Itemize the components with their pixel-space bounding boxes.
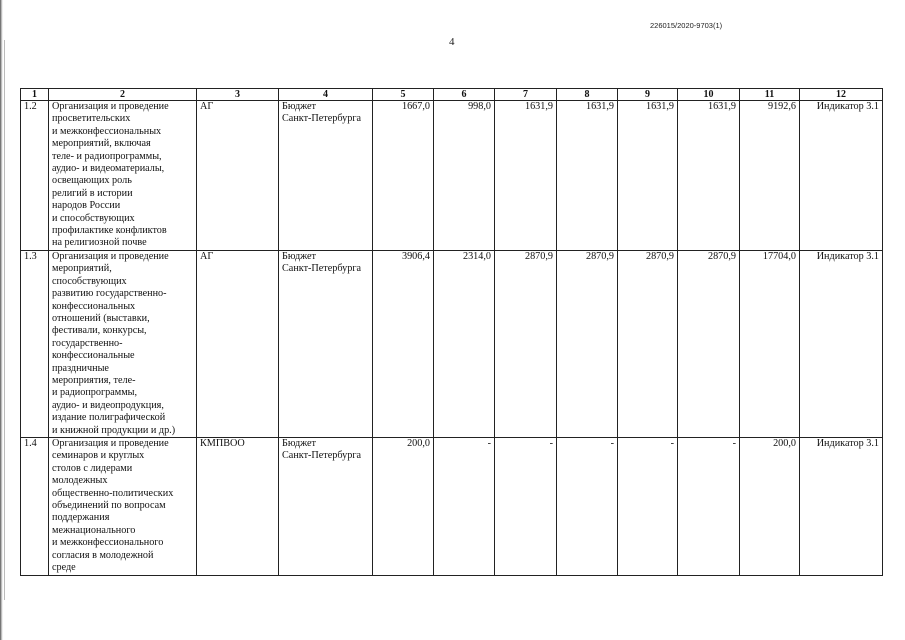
description-line: мероприятия, теле- bbox=[52, 374, 136, 386]
row-total: 17704,0 bbox=[740, 250, 800, 437]
row-indicator: Индикатор 3.1 bbox=[800, 437, 883, 575]
description-line: освещающих роль bbox=[52, 175, 132, 187]
row-funding-source bbox=[279, 250, 373, 437]
description-line: столов с лидерами bbox=[52, 462, 133, 474]
row-number: 1.2 bbox=[21, 101, 49, 251]
description-line: Организация и проведение bbox=[52, 101, 169, 112]
description-line: Организация и проведение bbox=[52, 250, 169, 262]
description-line: на религиозной почве bbox=[52, 237, 147, 249]
description-line: Организация и проведение bbox=[52, 437, 169, 449]
row-value: 200,0 bbox=[373, 437, 434, 575]
funding-source-line: Санкт-Петербурга bbox=[282, 450, 362, 462]
row-value: - bbox=[434, 437, 495, 575]
description-line: религий в истории bbox=[52, 187, 133, 199]
funding-source-line: Бюджет bbox=[282, 250, 317, 262]
description-line: фестивали, конкурсы, bbox=[52, 325, 147, 337]
column-header: 4 bbox=[279, 89, 373, 101]
description-line: объединений по вопросам bbox=[52, 500, 166, 511]
row-value: - bbox=[495, 437, 557, 575]
description-line: молодежных bbox=[52, 475, 108, 487]
row-value: 2870,9 bbox=[678, 250, 740, 437]
row-value: 2870,9 bbox=[495, 250, 557, 437]
description-line: и межконфессионального bbox=[52, 537, 164, 549]
row-value: 2314,0 bbox=[434, 250, 495, 437]
description-line: развитию государственно- bbox=[52, 288, 167, 300]
column-header: 6 bbox=[434, 89, 495, 101]
row-value: - bbox=[618, 437, 678, 575]
description-line: способствующих bbox=[52, 275, 127, 287]
description-line: согласия в молодежной bbox=[52, 549, 154, 561]
scan-edge bbox=[0, 0, 3, 640]
description-line: издание полиграфической bbox=[52, 412, 166, 424]
table-row bbox=[21, 437, 883, 575]
row-executor: КМПВОО bbox=[197, 437, 279, 575]
funding-source-line: Бюджет bbox=[282, 437, 317, 449]
table-header-row bbox=[21, 89, 883, 101]
row-value: 1631,9 bbox=[557, 101, 618, 251]
funding-source-line: Санкт-Петербурга bbox=[282, 113, 362, 125]
table-row bbox=[21, 250, 883, 437]
row-description bbox=[49, 101, 197, 251]
description-line: народов России bbox=[52, 200, 121, 212]
column-header: 8 bbox=[557, 89, 618, 101]
description-line: государственно- bbox=[52, 337, 123, 349]
description-line: конфессиональные bbox=[52, 350, 135, 362]
description-line: аудио- и видеопродукция, bbox=[52, 399, 164, 411]
column-header: 7 bbox=[495, 89, 557, 101]
row-value: 3906,4 bbox=[373, 250, 434, 437]
row-indicator: Индикатор 3.1 bbox=[800, 101, 883, 251]
description-line: праздничные bbox=[52, 362, 109, 374]
row-value: - bbox=[557, 437, 618, 575]
row-description bbox=[49, 250, 197, 437]
row-value: 1631,9 bbox=[678, 101, 740, 251]
funding-source-line: Санкт-Петербурга bbox=[282, 263, 362, 275]
row-value: 2870,9 bbox=[557, 250, 618, 437]
column-header: 2 bbox=[49, 89, 197, 101]
row-executor: АГ bbox=[197, 101, 279, 251]
column-header: 12 bbox=[800, 89, 883, 101]
row-funding-source bbox=[279, 437, 373, 575]
description-line: поддержания bbox=[52, 512, 110, 524]
row-total: 200,0 bbox=[740, 437, 800, 575]
row-indicator: Индикатор 3.1 bbox=[800, 250, 883, 437]
row-number: 1.3 bbox=[21, 250, 49, 437]
description-line: семинаров и круглых bbox=[52, 450, 145, 462]
row-value: 1631,9 bbox=[495, 101, 557, 251]
row-number: 1.4 bbox=[21, 437, 49, 575]
column-header: 11 bbox=[740, 89, 800, 101]
row-funding-source bbox=[279, 101, 373, 251]
column-header: 10 bbox=[678, 89, 740, 101]
column-header: 9 bbox=[618, 89, 678, 101]
program-table bbox=[20, 88, 883, 576]
description-line: конфессиональных bbox=[52, 300, 136, 312]
description-line: отношений (выставки, bbox=[52, 312, 150, 324]
description-line: и книжной продукции и др.) bbox=[52, 424, 176, 436]
column-header: 5 bbox=[373, 89, 434, 101]
description-line: мероприятий, включая bbox=[52, 138, 151, 150]
page-number: 4 bbox=[449, 36, 455, 48]
row-description bbox=[49, 437, 197, 575]
column-header: 1 bbox=[21, 89, 49, 101]
row-value: 998,0 bbox=[434, 101, 495, 251]
funding-source-line: Бюджет bbox=[282, 101, 317, 112]
description-line: и межконфессиональных bbox=[52, 125, 162, 137]
description-line: среде bbox=[52, 562, 76, 574]
table-row bbox=[21, 101, 883, 251]
scan-edge-line bbox=[4, 40, 5, 600]
description-line: теле- и радиопрограммы, bbox=[52, 150, 162, 162]
description-line: и способствующих bbox=[52, 212, 135, 224]
document-id: 226015/2020-9703(1) bbox=[650, 21, 723, 30]
description-line: профилактике конфликтов bbox=[52, 225, 167, 237]
row-executor: АГ bbox=[197, 250, 279, 437]
description-line: межнационального bbox=[52, 524, 136, 536]
description-line: аудио- и видеоматериалы, bbox=[52, 163, 165, 175]
description-line: общественно-политических bbox=[52, 487, 174, 499]
description-line: мероприятий, bbox=[52, 263, 112, 275]
row-value: 1631,9 bbox=[618, 101, 678, 251]
column-header: 3 bbox=[197, 89, 279, 101]
row-value: 2870,9 bbox=[618, 250, 678, 437]
description-line: просветительских bbox=[52, 113, 131, 125]
description-line: и радиопрограммы, bbox=[52, 387, 138, 399]
row-total: 9192,6 bbox=[740, 101, 800, 251]
row-value: - bbox=[678, 437, 740, 575]
row-value: 1667,0 bbox=[373, 101, 434, 251]
